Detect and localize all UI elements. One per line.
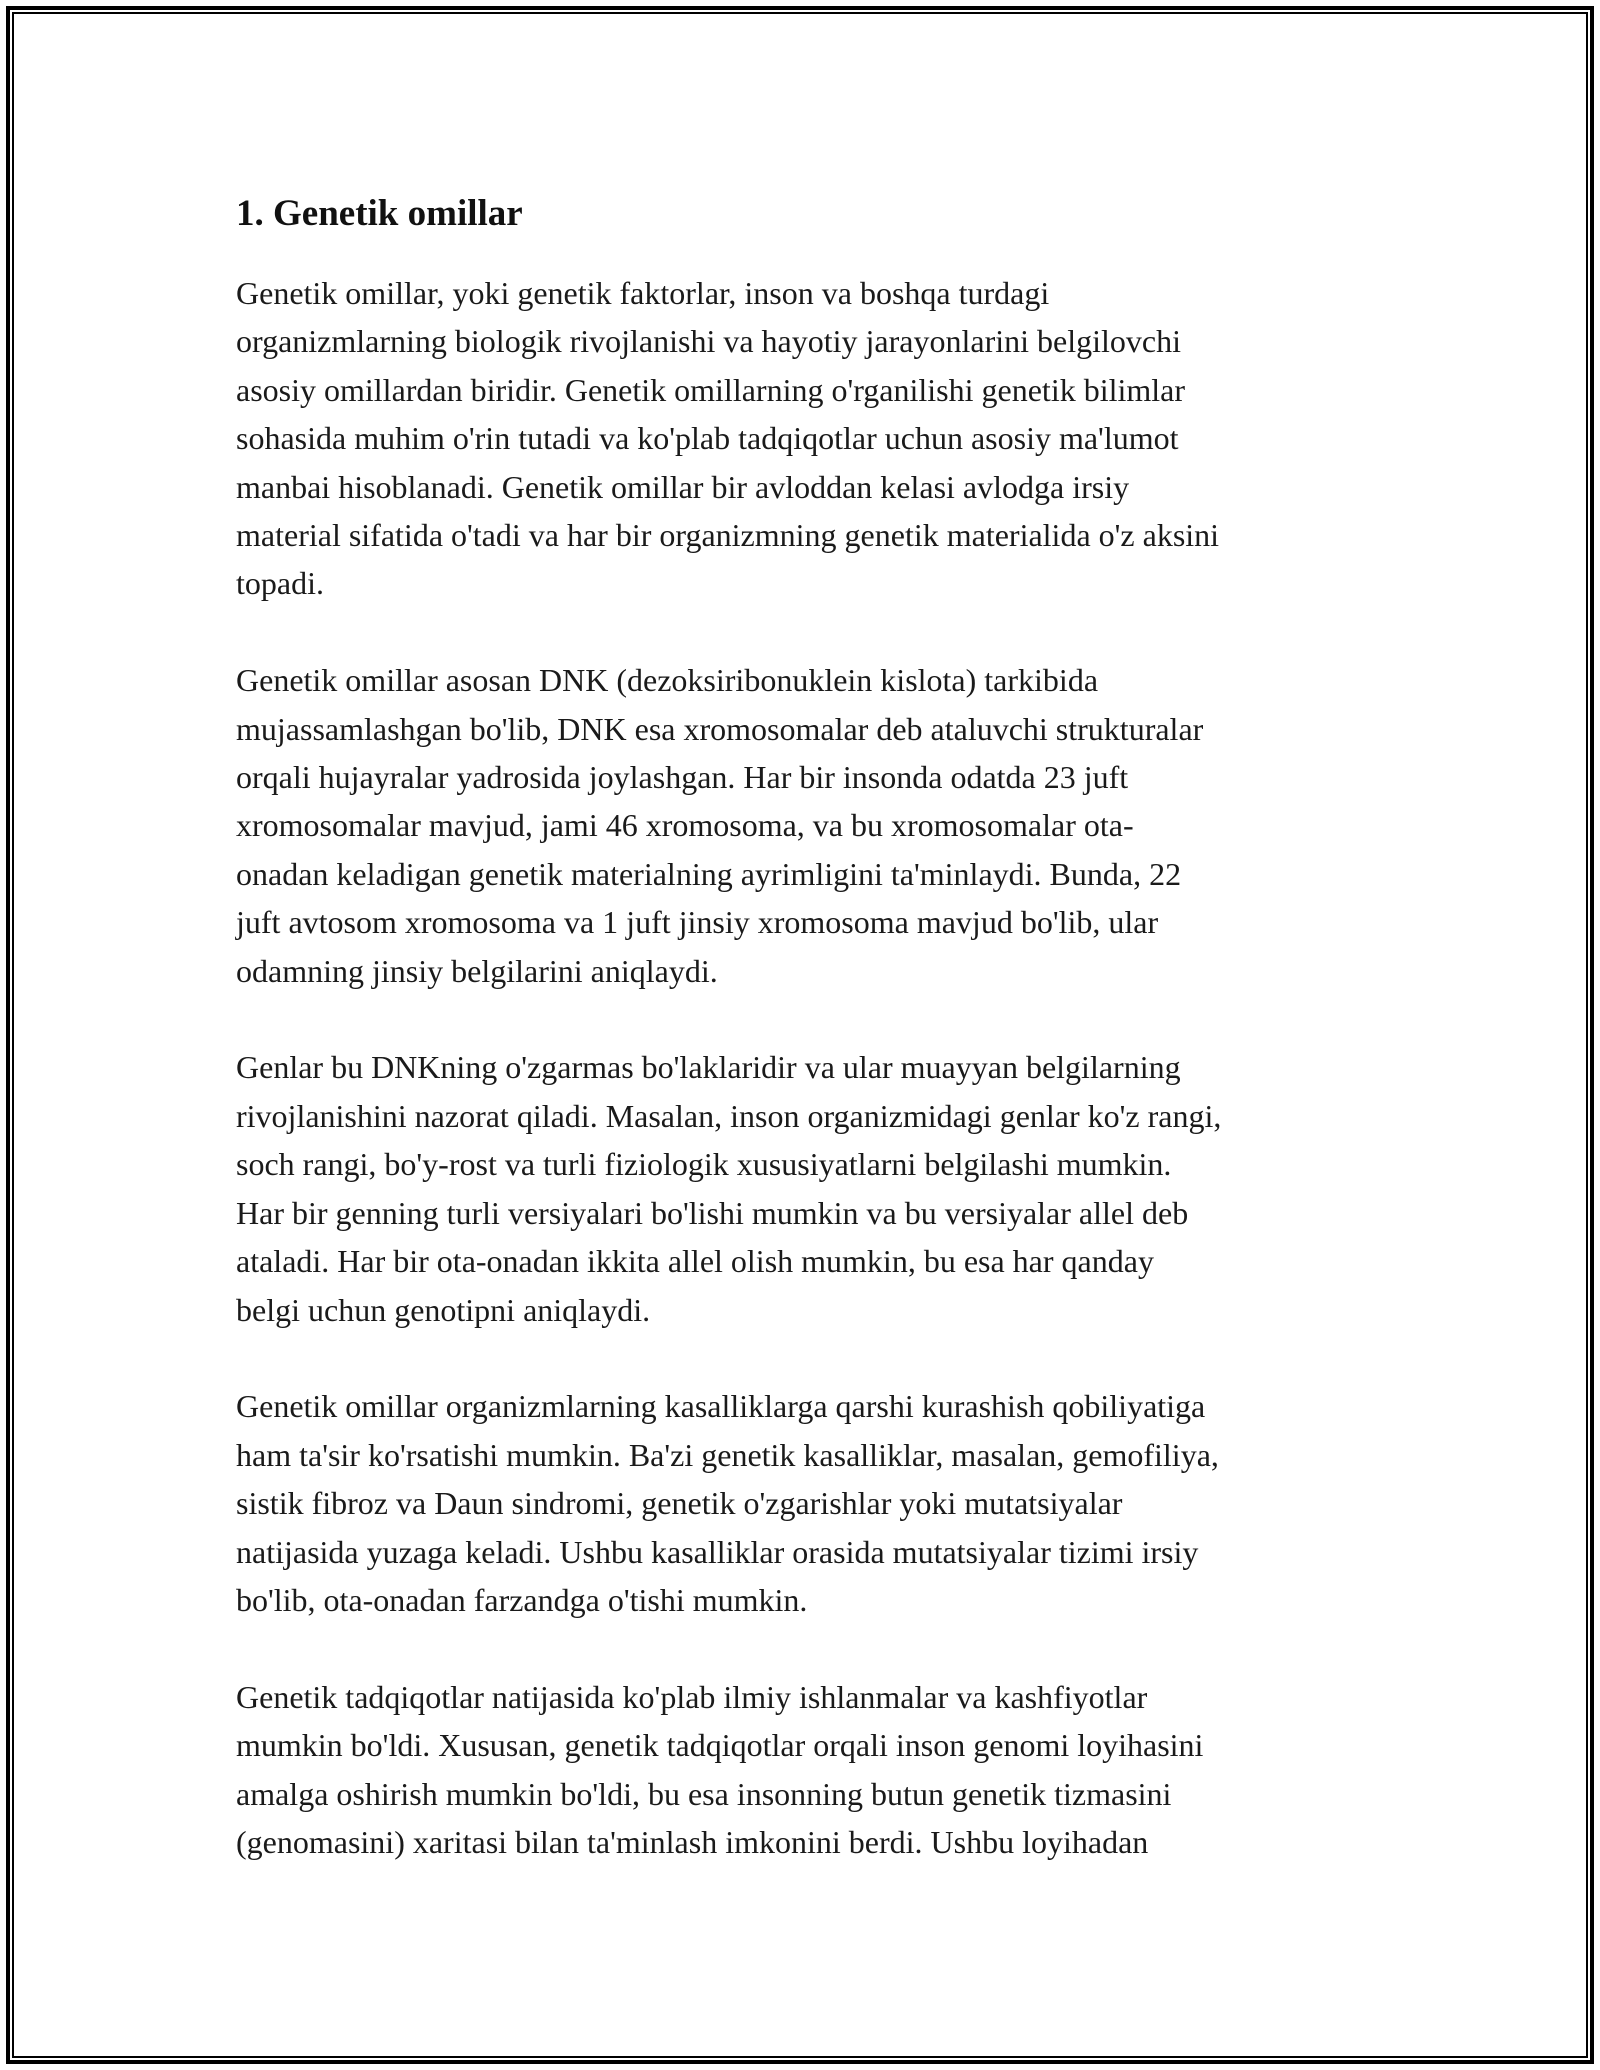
text-line: belgi uchun genotipni aniqlaydi. xyxy=(236,1291,651,1328)
text-line: orqali hujayralar yadrosida joylashgan. Har bir insonda odatda 23 juft xyxy=(236,759,1129,796)
text-line: odamning jinsiy belgilarini aniqlaydi. xyxy=(236,952,718,989)
text-line: Genlar bu DNKning o'zgarmas bo'laklaridir va ular muayyan belgilarning xyxy=(236,1049,1181,1086)
text-line: material sifatida o'tadi va har bir organizmning genetik materialida o'z aksini xyxy=(236,517,1220,554)
paragraph-5 xyxy=(236,1673,1376,1867)
text-line: Genetik tadqiqotlar natijasida ko'plab ilmiy ishlanmalar va kashfiyotlar xyxy=(236,1678,1148,1715)
paragraph-4 xyxy=(236,1382,1376,1624)
text-line: Genetik omillar, yoki genetik faktorlar, inson va boshqa turdagi xyxy=(236,275,1050,311)
text-line: sistik fibroz va Daun sindromi, genetik o'zgarishlar yoki mutatsiyalar xyxy=(236,1485,1123,1522)
text-line: mumkin bo'ldi. Xususan, genetik tadqiqotlar orqali inson genomi loyihasini xyxy=(236,1727,1204,1764)
text-line: juft avtosom xromosoma va 1 juft jinsiy xromosoma mavjud bo'lib, ular xyxy=(236,904,1159,941)
text-line: sohasida muhim o'rin tutadi va ko'plab tadqiqotlar uchun asosiy ma'lumot xyxy=(236,420,1179,457)
text-line: ham ta'sir ko'rsatishi mumkin. Ba'zi genetik kasalliklar, masalan, gemofiliya, xyxy=(236,1436,1219,1473)
text-line: amalga oshirish mumkin bo'ldi, bu esa insonning butun genetik tizmasini xyxy=(236,1775,1172,1812)
text-line: natijasida yuzaga keladi. Ushbu kasalliklar orasida mutatsiyalar tizimi irsiy xyxy=(236,1533,1199,1570)
text-line: soch rangi, bo'y-rost va turli fiziologik xususiyatlarni belgilashi mumkin. xyxy=(236,1146,1172,1183)
text-line: (genomasini) xaritasi bilan ta'minlash imkonini berdi. Ushbu loyihadan xyxy=(236,1823,1149,1860)
text-line: Har bir genning turli versiyalari bo'lishi mumkin va bu versiyalar allel deb xyxy=(236,1194,1189,1231)
paragraph-2 xyxy=(236,656,1376,995)
text-line: topadi. xyxy=(236,565,324,602)
text-line: Genetik omillar organizmlarning kasalliklarga qarshi kurashish qobiliyatiga xyxy=(236,1388,1206,1425)
text-line: ataladi. Har bir ota-onadan ikkita allel olish mumkin, bu esa har qanday xyxy=(236,1243,1154,1280)
section-heading: 1. Genetik omillar xyxy=(236,193,523,234)
text-line: rivojlanishini nazorat qiladi. Masalan, inson organizmidagi genlar ko'z rangi, xyxy=(236,1097,1222,1134)
paragraph-1 xyxy=(236,269,1376,608)
text-line: onadan keladigan genetik materialning ayrimligini ta'minlaydi. Bunda, 22 xyxy=(236,855,1182,892)
text-line: bo'lib, ota-onadan farzandga o'tishi mumkin. xyxy=(236,1581,808,1618)
text-line: organizmlarning biologik rivojlanishi va hayotiy jarayonlarini belgilovchi xyxy=(236,323,1181,360)
text-line: manbai hisoblanadi. Genetik omillar bir avloddan kelasi avlodga irsiy xyxy=(236,468,1130,505)
text-line: xromosomalar mavjud, jami 46 xromosoma, va bu xromosomalar ota- xyxy=(236,807,1134,844)
text-line: mujassamlashgan bo'lib, DNK esa xromosomalar deb ataluvchi strukturalar xyxy=(236,710,1204,747)
paragraph-3 xyxy=(236,1043,1376,1333)
text-line: Genetik omillar asosan DNK (dezoksiribonuklein kislota) tarkibida xyxy=(236,662,1099,699)
document-body xyxy=(236,185,1376,1915)
text-line: asosiy omillardan biridir. Genetik omillarning o'rganilishi genetik bilimlar xyxy=(236,371,1186,408)
